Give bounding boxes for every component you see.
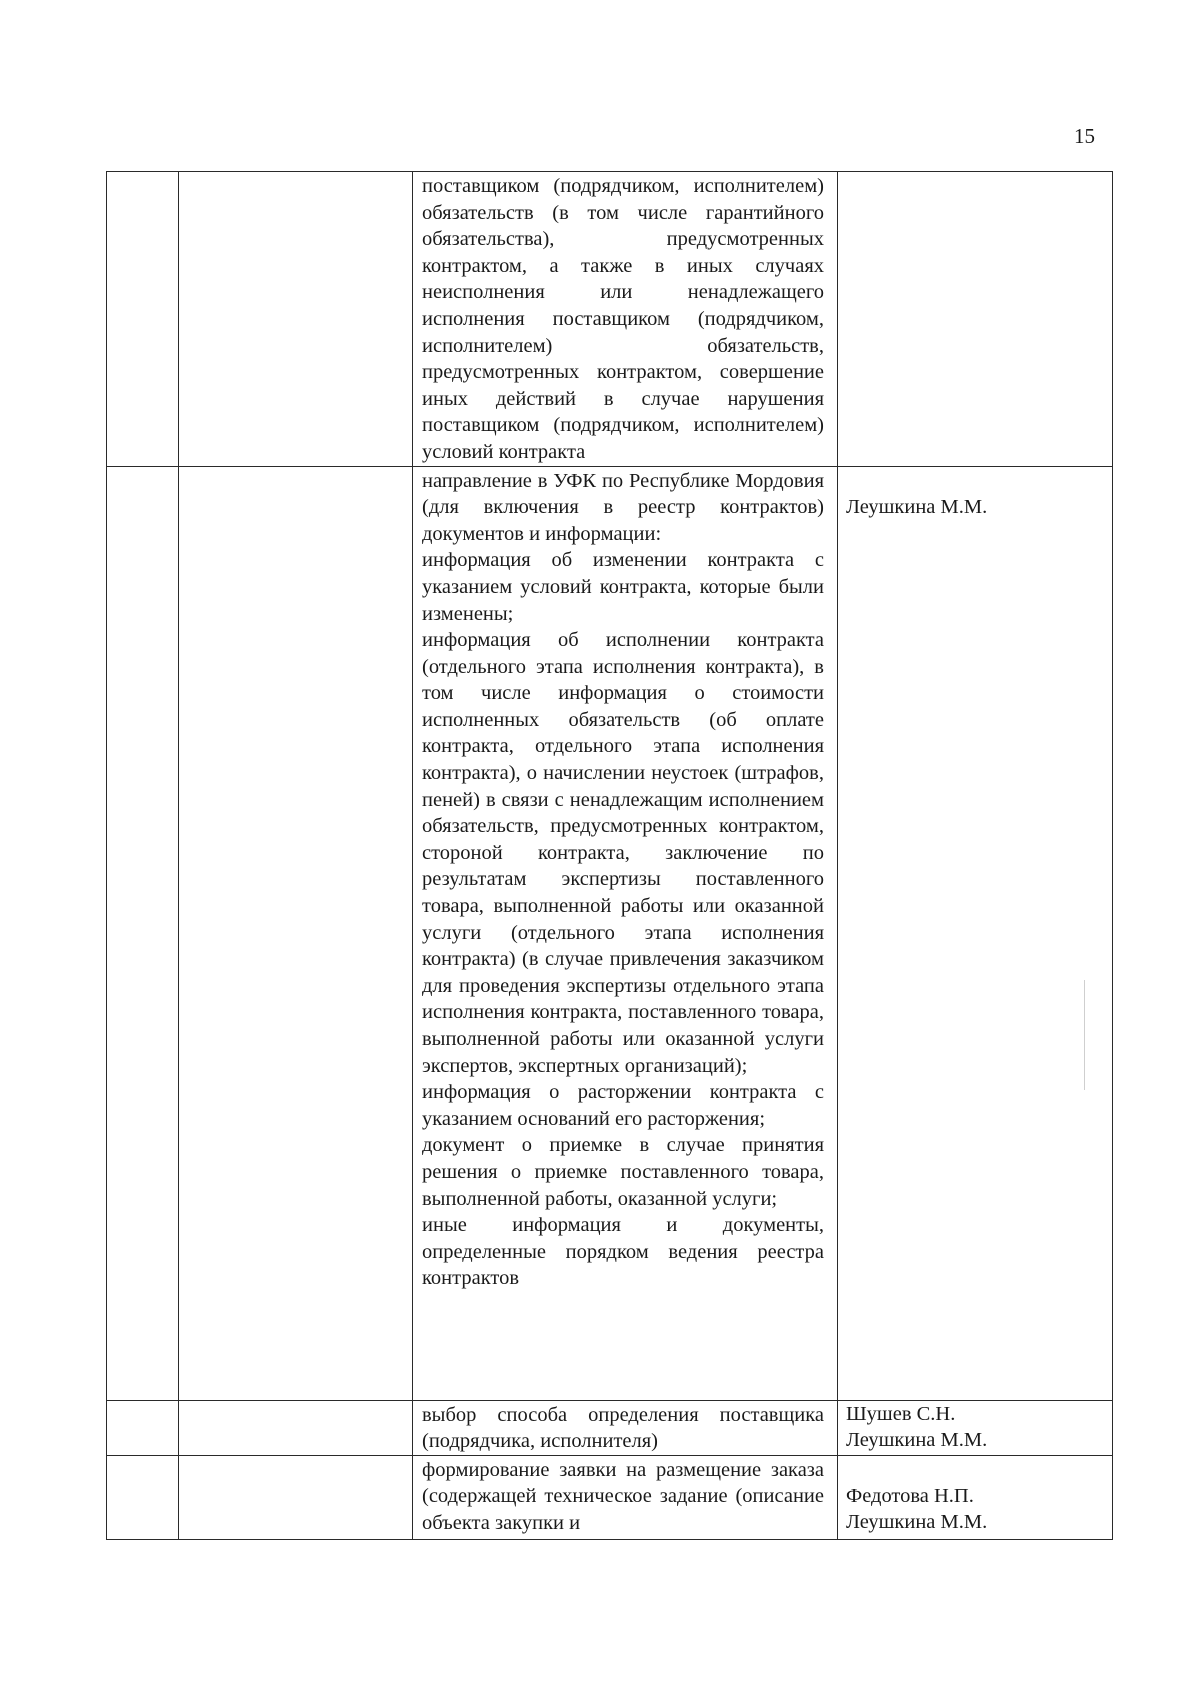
number-cell	[107, 1400, 179, 1455]
number-cell	[107, 466, 179, 1400]
task-cell	[413, 172, 838, 467]
number-cell	[107, 1455, 179, 1539]
table-row	[107, 172, 1113, 467]
task-text: выбор способа определения поставщика (подрядчика, исполнителя)	[422, 1403, 824, 1453]
responsible-cell	[838, 1455, 1113, 1539]
section-cell	[179, 466, 413, 1400]
task-text: направление в УФК по Республике Мордовия (для включения в реестр контрактов) документов и информации: информация об изменении контракта с указанием условий контракта, которые были изменены; информация об исполнении контракта (отдельного этапа исполнения контракта), в том числе информация о стоимости исполненных обязательств (об оплате контракта, отдельного этапа исполнения контракта), о начислении неустоек (штрафов, пеней) в связи с ненадлежащим исполнением обязательств, предусмотренных контрактом, стороной контракта, заключение по результатам экспертизы поставленного товара, выполненной работы или оказанной услуги (отдельного этапа исполнения контракта) (в случае привлечения заказчиком для проведения экспертизы отдельного этапа исполнения контракта, поставленного товара, выполненной работы или оказанной услуги экспертов, экспертных организаций); информация о расторжении контракта с указанием оснований его расторжения; документ о приемке в случае принятия решения о приемке поставленного товара, выполненной работы, оказанной услуги; иные информация и документы, определенные порядком ведения реестра контрактов	[422, 469, 824, 1290]
task-cell	[413, 1400, 838, 1455]
task-text: формирование заявки на размещение заказа (содержащей техническое задание (описание объекта закупки и	[422, 1458, 824, 1534]
table-row	[107, 466, 1113, 1400]
page-number: 15	[1074, 124, 1095, 148]
responsible-text: Федотова Н.П. Леушкина М.М.	[846, 1484, 988, 1534]
section-cell	[179, 1400, 413, 1455]
section-cell	[179, 1455, 413, 1539]
table-row	[107, 1455, 1113, 1539]
task-cell	[413, 1455, 838, 1539]
responsible-cell	[838, 1400, 1113, 1455]
responsible-text: Шушев С.Н. Леушкина М.М.	[846, 1402, 988, 1452]
section-cell	[179, 172, 413, 467]
number-cell	[107, 172, 179, 467]
task-text: поставщиком (подрядчиком, исполнителем) обязательств (в том числе гарантийного обязательства), предусмотренных контрактом, а также в иных случаях неисполнения или ненадлежащего исполнения поставщиком (подрядчиком, исполнителем) обязательств, предусмотренных контрактом, совершение иных действий в случае нарушения поставщиком (подрядчиком, исполнителем) условий контракта	[422, 175, 824, 463]
responsible-cell	[838, 466, 1113, 1400]
responsible-text: Леушкина М.М.	[846, 495, 988, 518]
responsibilities-table	[106, 171, 1113, 1540]
responsible-cell	[838, 172, 1113, 467]
table-row	[107, 1400, 1113, 1455]
task-cell	[413, 466, 838, 1400]
